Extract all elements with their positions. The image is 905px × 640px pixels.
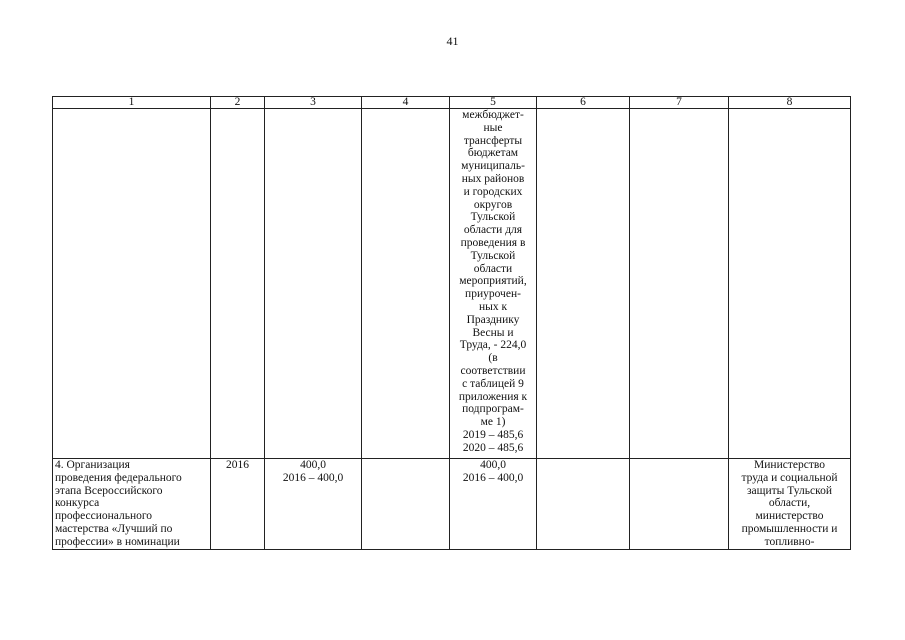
text-line: конкурса (55, 497, 100, 510)
cell-empty (362, 109, 450, 459)
program-table (52, 96, 851, 550)
text-line: этапа Всероссийского (55, 484, 163, 497)
page-number: 41 (446, 34, 459, 48)
cell-empty (362, 459, 450, 550)
text-line: (в (488, 352, 498, 365)
text-line: с таблицей 9 (462, 377, 524, 390)
cell-year: 2016 (211, 459, 265, 550)
text-line: проведения в (460, 236, 526, 249)
header-row (53, 97, 851, 109)
text-line: 400,0 (480, 459, 506, 471)
header-cell: 3 (265, 97, 362, 109)
header-cell: 5 (450, 97, 537, 109)
text-line: области, (768, 497, 811, 510)
text-line: мастерства «Лучший по (55, 522, 173, 535)
text-line: 2016 – 400,0 (282, 471, 344, 484)
text-line: мероприятий, (459, 275, 527, 288)
text-line: Празднику (466, 313, 520, 326)
cell-empty (211, 109, 265, 459)
text-line: топливно- (764, 535, 815, 548)
cell-funding-sources (450, 459, 537, 550)
text-line: муниципаль- (461, 160, 525, 173)
text-line: ных районов (461, 172, 525, 185)
header-cell: 8 (729, 97, 851, 109)
text-line: ме 1) (480, 416, 506, 429)
cell-empty (537, 109, 630, 459)
text-line: 400,0 (300, 459, 326, 471)
table-row (53, 109, 851, 459)
cell-funding-sources (450, 109, 537, 459)
text-line: 2020 – 485,6 (462, 441, 524, 454)
cell-empty (53, 109, 211, 459)
header-cell: 4 (362, 97, 450, 109)
header-cell: 7 (630, 97, 729, 109)
text-line: округов (473, 198, 513, 211)
text-line: Весны и (472, 326, 514, 339)
text-line: проведения федерального (55, 471, 182, 484)
text-line: ные (483, 121, 503, 134)
text-line: Министерство (754, 459, 825, 471)
text-line: труда и социальной (741, 471, 838, 484)
cell-empty (729, 109, 851, 459)
text-line: 4. Организация (55, 459, 130, 471)
text-line: промышленности и (741, 522, 838, 535)
cell-empty (630, 459, 729, 550)
text-line: защиты Тульской (747, 484, 832, 497)
text-line: ных к (478, 300, 508, 313)
text-line: соответствии (460, 364, 526, 377)
cell-empty (537, 459, 630, 550)
cell-empty (265, 109, 362, 459)
text-line: и городских (463, 185, 523, 198)
text-line: бюджетам (467, 147, 519, 160)
text-line: подпрограм- (462, 403, 524, 416)
text-line: области для (463, 224, 523, 237)
cell-empty (630, 109, 729, 459)
cell-total-funding (265, 459, 362, 550)
text-line: Труда, - 224,0 (459, 339, 527, 352)
text-line: министерство (755, 510, 824, 523)
cell-responsible (729, 459, 851, 550)
header-cell: 2 (211, 97, 265, 109)
text-line: межбюджет- (462, 109, 524, 121)
cell-activity-name (53, 459, 211, 550)
text-line: профессионального (55, 510, 153, 523)
text-line: приложения к (458, 390, 528, 403)
text-line: 2019 – 485,6 (462, 428, 524, 441)
text-line: профессии» в номинации (55, 535, 180, 548)
header-cell: 6 (537, 97, 630, 109)
text-line: Тульской (470, 249, 516, 262)
text-line: приурочен- (465, 288, 521, 301)
text-line: 2016 – 400,0 (462, 471, 524, 484)
text-line: области (473, 262, 513, 275)
header-cell: 1 (53, 97, 211, 109)
text-line: Тульской (470, 211, 516, 224)
text-line: трансферты (463, 134, 523, 147)
table-row (53, 459, 851, 550)
